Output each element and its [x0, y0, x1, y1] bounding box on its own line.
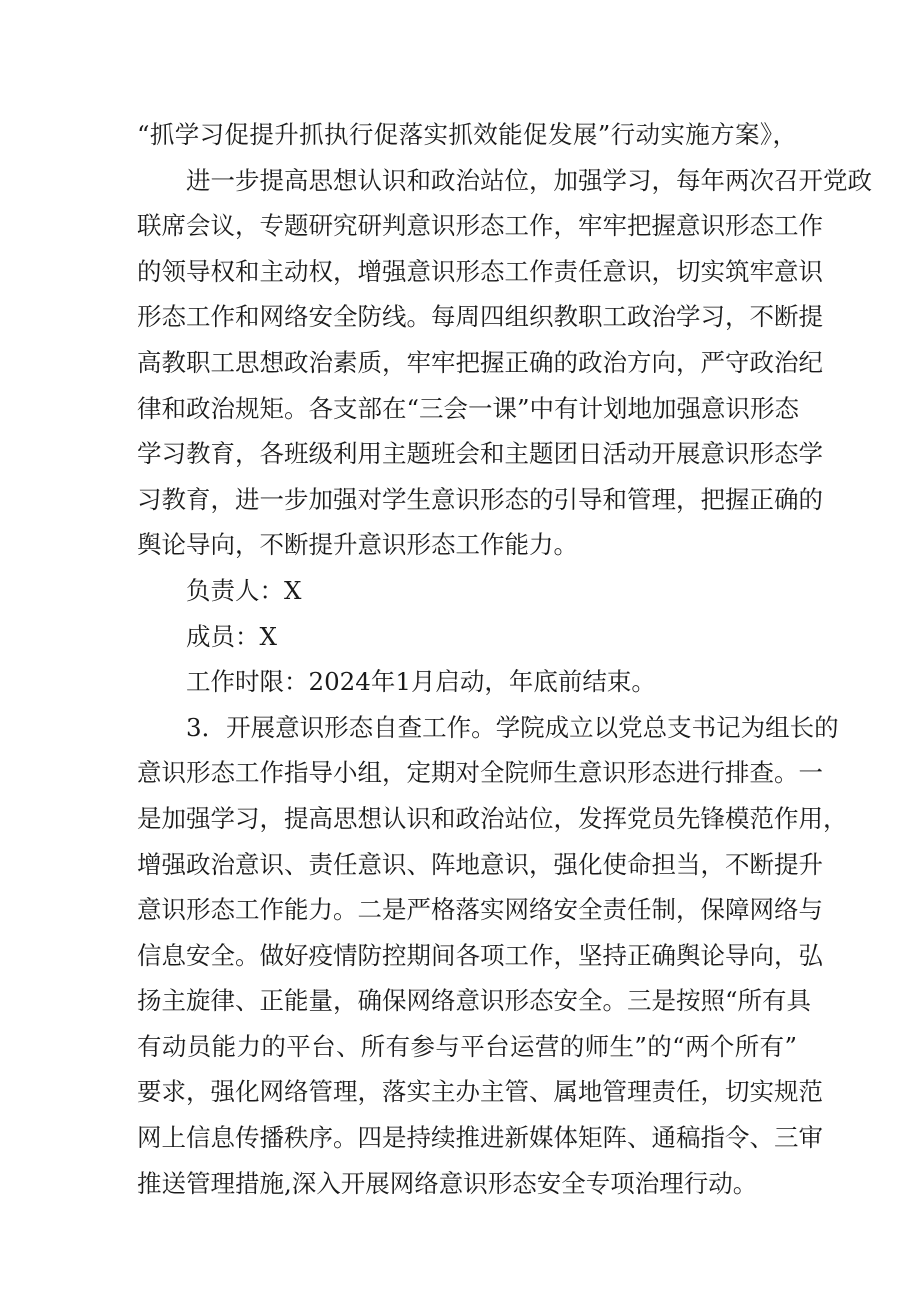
text-line: 联席会议，专题研究研判意识形态工作，牢牢把握意识形态工作 [137, 211, 823, 241]
text-line: 有动员能力的平台、所有参与平台运营的师生”的“两个所有” [137, 1031, 797, 1061]
text-line: “抓学习促提升抓执行促落实抓效能促发展”行动实施方案》， [137, 120, 797, 149]
text-line: 学习教育，各班级利用主题班会和主题团日活动开展意识形态学 [137, 439, 823, 469]
text-line: 信息安全。做好疫情防控期间各项工作，坚持正确舆论导向，弘 [137, 940, 823, 970]
text-line: 律和政治规矩。各支部在“三会一课”中有计划地加强意识形态 [137, 393, 800, 423]
text-line: 进一步提高思想认识和政治站位，加强学习，每年两次召开党政 [186, 165, 872, 195]
text-line: 的领导权和主动权，增强意识形态工作责任意识，切实筑牢意识 [137, 256, 823, 286]
text-line: 舆论导向，不断提升意识形态工作能力。 [137, 530, 578, 560]
document-body [137, 112, 872, 1206]
text-line: 意识形态工作指导小组，定期对全院师生意识形态进行排查。一 [137, 758, 823, 788]
text-line: 增强政治意识、责任意识、阵地意识，强化使命担当，不断提升 [137, 849, 823, 879]
text-line: 是加强学习，提高思想认识和政治站位，发挥党员先锋模范作用， [137, 803, 848, 833]
time-limit: 工作时限：2024年1月启动，年底前结束。 [186, 667, 656, 697]
text-line: 形态工作和网络安全防线。每周四组织教职工政治学习，不断提 [137, 302, 823, 332]
text-line: 扬主旋律、正能量，确保网络意识形态安全。三是按照“所有具 [137, 986, 812, 1016]
responsible-person: 负责人：X [186, 575, 302, 605]
text-line: 网上信息传播秩序。四是持续推进新媒体矩阵、通稿指令、三审 [137, 1123, 823, 1153]
text-line: 3．开展意识形态自查工作。学院成立以党总支书记为组长的 [186, 712, 839, 742]
text-line: 推送管理措施,深入开展网络意识形态安全专项治理行动。 [137, 1168, 758, 1198]
text-line: 习教育，进一步加强对学生意识形态的引导和管理，把握正确的 [137, 484, 823, 514]
text-line: 高教职工思想政治素质，牢牢把握正确的政治方向，严守政治纪 [137, 347, 823, 377]
text-line: 意识形态工作能力。二是严格落实网络安全责任制，保障网络与 [137, 895, 823, 925]
members: 成员：X [186, 621, 277, 651]
text-line: 要求，强化网络管理，落实主办主管、属地管理责任，切实规范 [137, 1077, 823, 1107]
